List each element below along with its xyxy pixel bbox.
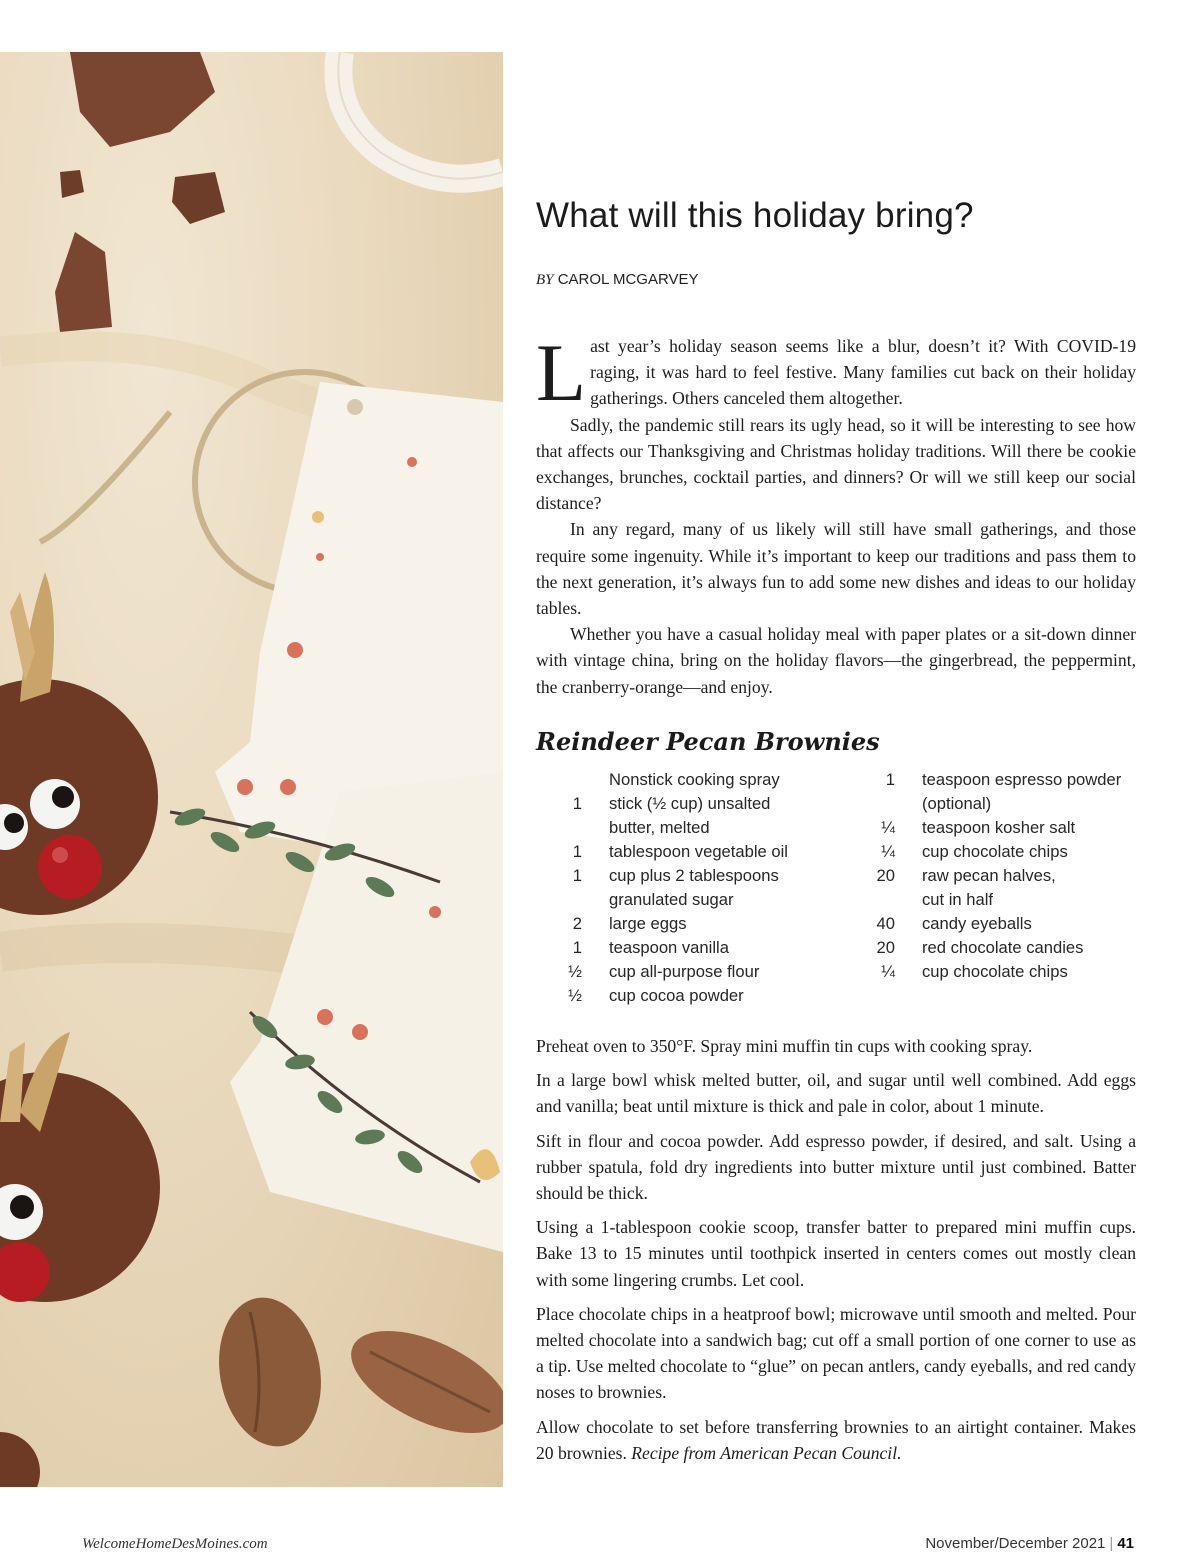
- ingredient-row: ¼ cup chocolate chips: [881, 962, 1068, 981]
- footer-separator: |: [1109, 1535, 1114, 1552]
- ingredients-right: [860, 768, 1150, 984]
- article-paragraph: Sadly, the pandemic still rears its ugly head, so it will be interesting to see how that affects our Thanksgiving and Christmas holiday traditions. Will there be cookie exchanges, brunches, cocktail parties, and dinners? Or will we still keep our social distance?: [536, 414, 1136, 514]
- recipe-step: Preheat oven to 350°F. Spray mini muffin tin cups with cooking spray.: [536, 1036, 1033, 1056]
- recipe-steps: [536, 1033, 1136, 1474]
- ingredient-row: 1 tablespoon vegetable oil: [572, 842, 788, 861]
- ingredient-row: Nonstick cooking spray: [609, 770, 780, 789]
- footer-website: WelcomeHomeDesMoines.com: [82, 1536, 268, 1552]
- recipe-step: Sift in flour and cocoa powder. Add espresso powder, if desired, and salt. Using a rubber spatula, fold dry ingredients into butter mixture until just combined. Batter should be thick.: [536, 1130, 1136, 1204]
- ingredient-row: butter, melted: [609, 818, 710, 837]
- recipe-title: Reindeer Pecan Brownies: [536, 727, 880, 756]
- footer-issue: [925, 1535, 1134, 1552]
- recipe-step: Using a 1-tablespoon cookie scoop, transfer batter to prepared mini muffin cups. Bake 13 to 15 minutes until toothpick inserted in centers comes out mostly clean with some lingering crumbs. Let cool.: [536, 1217, 1136, 1290]
- recipe-step: Place chocolate chips in a heatproof bowl; microwave until smooth and melted. Pour melted chocolate into a sandwich bag; cut off a small portion of one corner to use as a tip. Use melted chocolate to “glue” on pecan antlers, candy eyeballs, and red candy noses to brownies.: [536, 1303, 1136, 1403]
- byline: [536, 271, 699, 289]
- recipe-credit: Recipe from American Pecan Council.: [631, 1442, 902, 1463]
- ingredient-row: granulated sugar: [609, 890, 734, 909]
- ingredient-row: ½ cup all-purpose flour: [568, 962, 760, 981]
- ingredient-row: 1 stick (½ cup) unsalted: [572, 794, 771, 813]
- article-paragraph: In any regard, many of us likely will still have small gatherings, and those require some ingenuity. While it’s important to keep our traditions and pass them to the next generation, it’s always fun to add some new dishes and ideas to our holiday tables.: [536, 519, 1136, 619]
- ingredient-row: 1 teaspoon espresso powder: [885, 770, 1122, 789]
- article-paragraph: Last year’s holiday season seems like a blur, doesn’t it? With COVID-19 raging, it was hard to feel festive. Many families cut back on their holiday gatherings. Others canceled them altogether.: [536, 327, 1136, 418]
- ingredient-row: 2 large eggs: [572, 914, 687, 933]
- ingredients-left: [536, 768, 836, 1008]
- ingredient-row: ¼ teaspoon kosher salt: [881, 818, 1076, 837]
- article-body: [536, 327, 1136, 700]
- ingredient-row: 1 teaspoon vanilla: [572, 938, 729, 957]
- byline-prefix: BY: [536, 272, 554, 288]
- ingredient-row: 20 raw pecan halves,: [876, 866, 1056, 885]
- article-title: What will this holiday bring?: [536, 196, 974, 235]
- page-number: 41: [1117, 1535, 1134, 1552]
- ingredient-row: 40 candy eyeballs: [876, 914, 1032, 933]
- ingredient-row: ½ cup cocoa powder: [568, 986, 744, 1005]
- recipe-step: In a large bowl whisk melted butter, oil, and sugar until well combined. Add eggs and vanilla; beat until mixture is thick and pale in color, about 1 minute.: [536, 1070, 1136, 1117]
- brownies-photo: [0, 52, 503, 1487]
- byline-author: CAROL MCGARVEY: [557, 271, 699, 288]
- ingredient-row: 1 cup plus 2 tablespoons: [572, 866, 779, 885]
- ingredient-row: cut in half: [922, 890, 994, 909]
- article-paragraph: Whether you have a casual holiday meal with paper plates or a sit-down dinner with vintage china, bring on the holiday flavors—the gingerbread, the peppermint, the cranberry-orange—and enjoy.: [536, 624, 1136, 697]
- recipe-step: Allow chocolate to set before transferring brownies to an airtight container. Makes 20 brownies. Recipe from American Pecan Council.: [536, 1416, 1136, 1463]
- issue-date: November/December 2021: [925, 1535, 1106, 1552]
- ingredient-row: 20 red chocolate candies: [876, 938, 1084, 957]
- ingredient-row: ¼ cup chocolate chips: [881, 842, 1068, 861]
- drop-cap: L: [536, 327, 587, 418]
- ingredient-row: (optional): [922, 794, 992, 813]
